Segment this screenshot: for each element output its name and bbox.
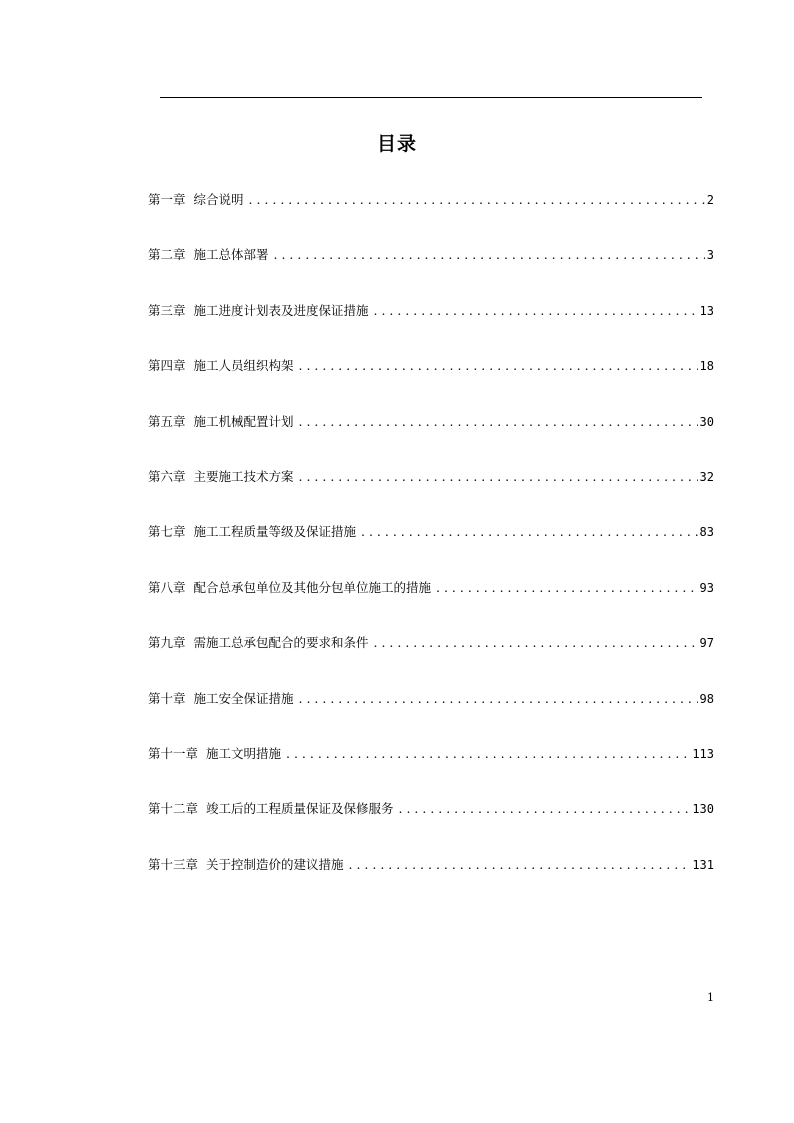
toc-chapter-heading: 主要施工技术方案 (193, 468, 294, 484)
toc-chapter-heading: 施工工程质量等级及保证措施 (193, 524, 357, 540)
table-of-contents (148, 190, 714, 910)
toc-page-number: 13 (699, 303, 714, 318)
toc-page-number: 131 (692, 857, 714, 872)
toc-page-number: 2 (706, 193, 714, 207)
toc-entry[interactable] (148, 190, 714, 245)
toc-chapter-number: 第十二章 (148, 801, 199, 817)
toc-chapter-heading: 配合总承包单位及其他分包单位施工的措施 (193, 579, 432, 595)
toc-page-number: 130 (692, 802, 714, 817)
toc-page-number: 98 (699, 691, 714, 706)
toc-chapter-heading: 施工进度计划表及进度保证措施 (193, 302, 369, 318)
toc-entry[interactable] (148, 744, 714, 799)
toc-entry[interactable] (148, 245, 714, 300)
toc-chapter-heading: 综合说明 (193, 192, 244, 207)
toc-dot-leader (436, 578, 698, 598)
toc-chapter-number: 第三章 (148, 302, 186, 318)
toc-chapter-number: 第十一章 (148, 745, 199, 761)
toc-page-number: 113 (692, 746, 714, 761)
toc-entry[interactable] (148, 799, 714, 854)
toc-chapter-number: 第四章 (148, 358, 186, 374)
toc-dot-leader (374, 633, 698, 653)
toc-chapter-number: 第二章 (148, 247, 186, 263)
toc-dot-leader (374, 301, 698, 321)
toc-chapter-heading: 施工机械配置计划 (193, 413, 294, 429)
toc-chapter-number: 第十章 (148, 690, 186, 706)
toc-title: 目录 (376, 133, 417, 155)
toc-dot-leader (399, 799, 691, 819)
toc-dot-leader (274, 245, 705, 265)
toc-chapter-heading: 需施工总承包配合的要求和条件 (193, 635, 369, 651)
toc-entry[interactable] (148, 412, 714, 467)
toc-chapter-heading: 施工安全保证措施 (193, 690, 294, 706)
toc-chapter-number: 第九章 (148, 635, 186, 651)
toc-entry[interactable] (148, 855, 714, 910)
toc-page-number: 3 (706, 248, 714, 263)
toc-chapter-heading: 施工人员组织构架 (193, 358, 294, 374)
toc-dot-leader (286, 744, 690, 764)
toc-dot-leader (249, 190, 705, 210)
header-rule (160, 97, 702, 98)
toc-entry[interactable] (148, 467, 714, 522)
toc-chapter-number: 第十三章 (148, 856, 199, 872)
toc-page-number: 30 (699, 414, 714, 429)
toc-page-number: 32 (699, 469, 714, 484)
toc-entry[interactable] (148, 356, 714, 411)
toc-chapter-number: 第五章 (148, 413, 186, 429)
page-number: 1 (707, 991, 714, 1004)
toc-entry[interactable] (148, 522, 714, 577)
toc-page-number: 18 (699, 359, 714, 374)
toc-entry[interactable] (148, 689, 714, 744)
toc-chapter-heading: 施工文明措施 (206, 745, 282, 761)
toc-chapter-heading: 施工总体部署 (193, 247, 269, 263)
toc-dot-leader (349, 855, 691, 875)
toc-dot-leader (299, 689, 698, 709)
toc-dot-leader (361, 522, 698, 542)
toc-page-number: 97 (699, 636, 714, 651)
toc-dot-leader (299, 467, 698, 487)
toc-chapter-number: 第七章 (148, 524, 186, 540)
toc-dot-leader (299, 356, 698, 376)
toc-entry[interactable] (148, 633, 714, 688)
toc-dot-leader (299, 412, 698, 432)
toc-chapter-heading: 竣工后的工程质量保证及保修服务 (206, 801, 394, 817)
toc-chapter-heading: 关于控制造价的建议措施 (206, 856, 344, 872)
toc-chapter-number: 第八章 (148, 579, 186, 595)
toc-page-number: 93 (699, 580, 714, 595)
toc-chapter-number: 第六章 (148, 468, 186, 484)
toc-entry[interactable] (148, 578, 714, 633)
toc-entry[interactable] (148, 301, 714, 356)
toc-chapter-number: 第一章 (148, 192, 186, 207)
toc-page-number: 83 (699, 525, 714, 540)
